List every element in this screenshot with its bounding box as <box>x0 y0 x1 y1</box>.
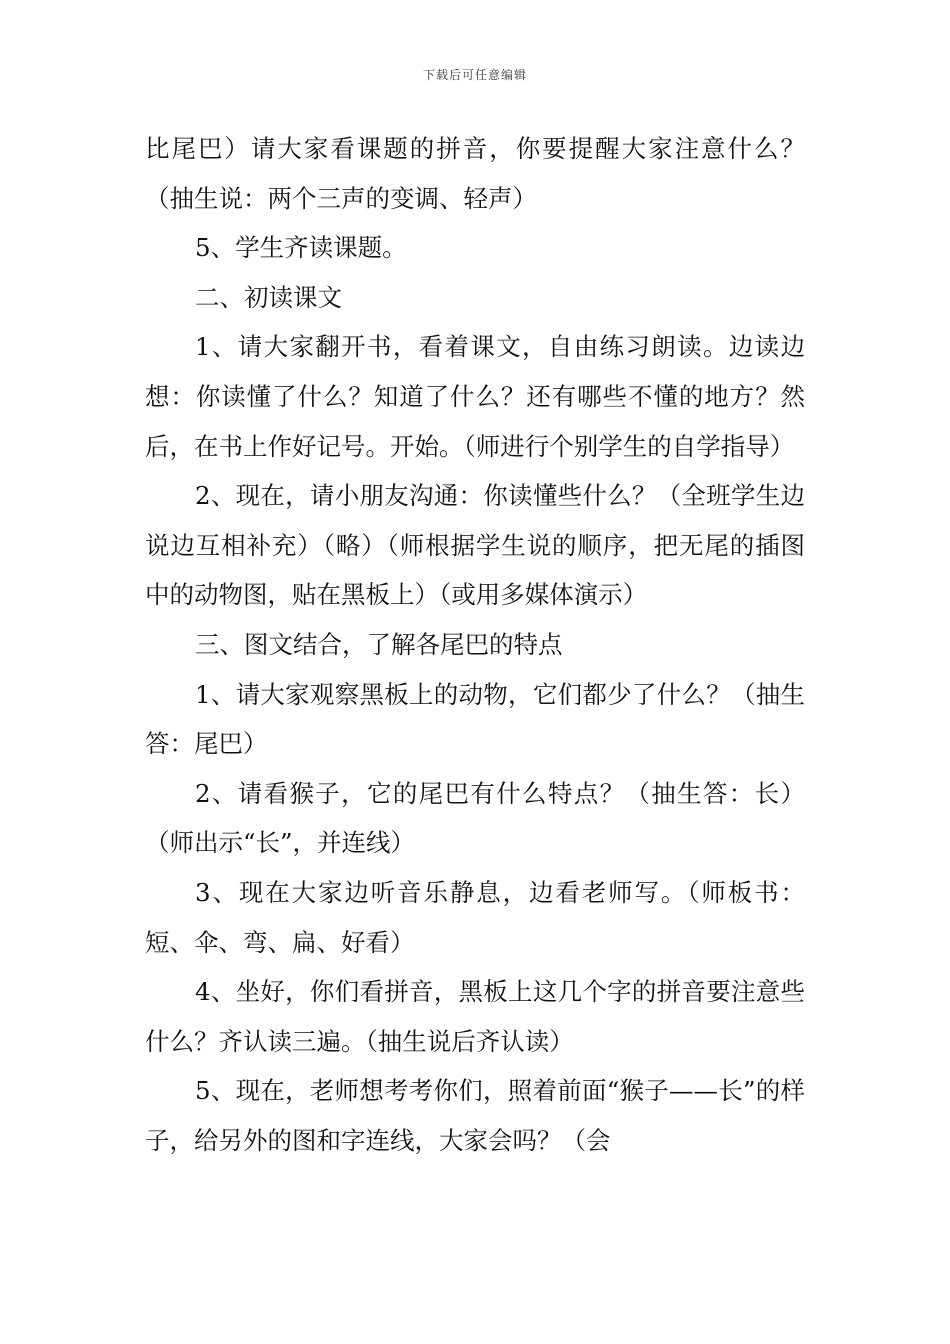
paragraph-tail-step-3: 3、现在大家边听音乐静息，边看老师写。（师板书：短、伞、弯、扁、好看） <box>145 877 805 957</box>
paragraph-tail-step-5: 5、现在，老师想考考你们，照着前面“猴子——长”的样子，给另外的图和字连线，大家会吗？（会 <box>145 1076 805 1155</box>
paragraph-step-5: 5、学生齐读课题。 <box>195 233 407 263</box>
paragraph-reading-step-2: 2、现在，请小朋友沟通：你读懂些什么？（全班学生边说边互相补充）（略）（师根据学生说的顺序，把无尾的插图中的动物图，贴在黑板上）（或用多媒体演示） <box>145 481 805 610</box>
paragraph-tail-step-2: 2、请看猴子，它的尾巴有什么特点？（抽生答：长）（师出示“长”，并连线） <box>145 778 805 858</box>
section-heading-first-reading: 二、初读课文 <box>195 282 342 312</box>
paragraph-tail-step-1: 1、请大家观察黑板上的动物，它们都少了什么？（抽生答：尾巴） <box>145 679 805 759</box>
paragraph-reading-step-1: 1、请大家翻开书，看着课文，自由练习朗读。边读边想：你读懂了什么？知道了什么？还有哪些不懂的地方？然后，在书上作好记号。开始。（师进行个别学生的自学指导） <box>145 332 805 461</box>
paragraph-tail-step-4: 4、坐好，你们看拼音，黑板上这几个字的拼音要注意些什么？齐认读三遍。（抽生说后齐认读） <box>145 977 805 1056</box>
paragraph-continuation: 比尾巴）请大家看课题的拼音，你要提醒大家注意什么？（抽生说：两个三声的变调、轻声） <box>145 134 805 213</box>
section-heading-picture-text: 三、图文结合，了解各尾巴的特点 <box>195 629 563 659</box>
document-body <box>145 124 805 1165</box>
page-header: 下载后可任意编辑 <box>422 68 527 82</box>
